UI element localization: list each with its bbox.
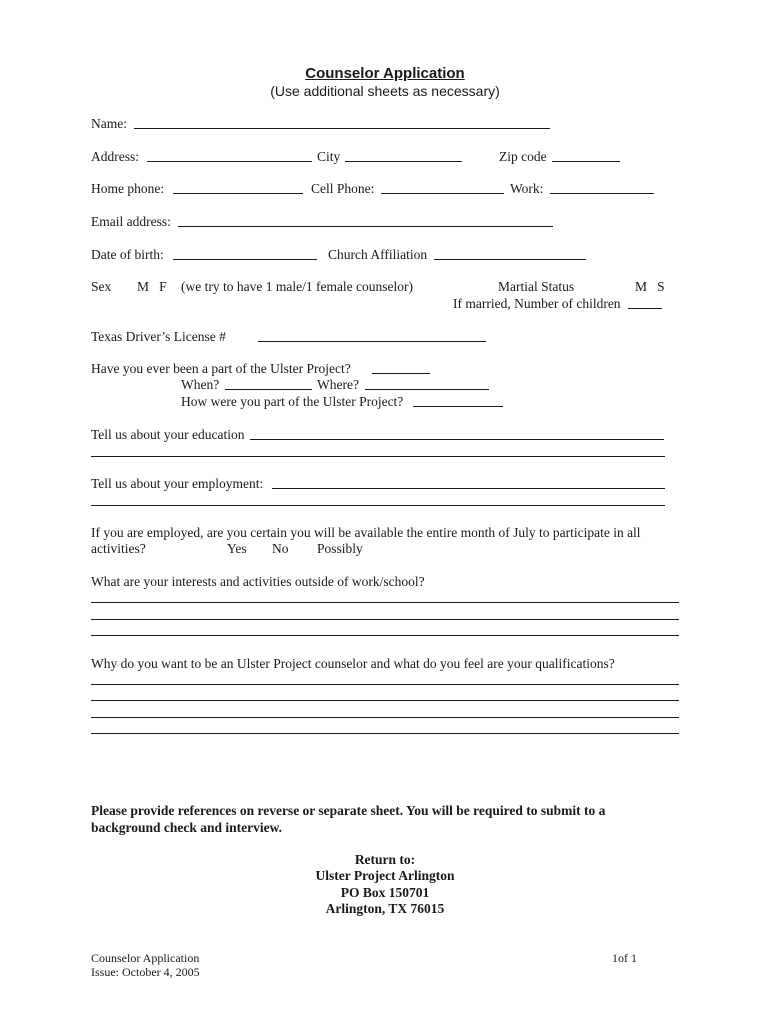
interests-field-3[interactable] xyxy=(91,635,679,636)
name-label: Name: xyxy=(91,116,127,131)
education-label: Tell us about your education xyxy=(91,427,245,442)
interests-field-1[interactable] xyxy=(91,602,679,603)
city-field[interactable] xyxy=(345,161,462,162)
why-field-1[interactable] xyxy=(91,684,679,685)
marital-label: Martial Status xyxy=(498,279,575,294)
return-label: Return to: xyxy=(354,852,416,867)
ulster-part-field[interactable] xyxy=(372,373,430,374)
cell-phone-label: Cell Phone: xyxy=(311,181,375,196)
how-label: How were you part of the Ulster Project? xyxy=(181,394,404,409)
page-subtitle: (Use additional sheets as necessary) xyxy=(270,83,500,99)
when-field[interactable] xyxy=(225,389,312,390)
no-option[interactable]: No xyxy=(272,541,289,556)
employment-label: Tell us about your employment: xyxy=(91,476,264,491)
email-label: Email address: xyxy=(91,214,171,229)
where-field[interactable] xyxy=(365,389,489,390)
home-phone-field[interactable] xyxy=(173,193,303,194)
activities-label: activities? xyxy=(91,541,146,556)
work-label: Work: xyxy=(510,181,544,196)
children-field[interactable] xyxy=(628,308,662,309)
return-city: Arlington, TX 76015 xyxy=(325,901,445,916)
dob-label: Date of birth: xyxy=(91,247,164,262)
marital-options[interactable]: M S xyxy=(635,279,665,294)
address-label: Address: xyxy=(91,149,139,164)
license-label: Texas Driver’s License # xyxy=(91,329,226,344)
interests-field-2[interactable] xyxy=(91,619,679,620)
why-label: Why do you want to be an Ulster Project counselor and what do you feel are your qualifications? xyxy=(91,656,615,671)
notice-line-2: background check and interview. xyxy=(91,820,283,835)
why-field-2[interactable] xyxy=(91,700,679,701)
home-phone-label: Home phone: xyxy=(91,181,165,196)
sex-options[interactable]: M F xyxy=(137,279,167,294)
sex-label: Sex xyxy=(91,279,112,294)
footer-issue-date: Issue: October 4, 2005 xyxy=(91,965,200,979)
footer-page-number: 1of 1 xyxy=(612,951,637,965)
work-field[interactable] xyxy=(550,193,654,194)
church-label: Church Affiliation xyxy=(328,247,428,262)
children-label: If married, Number of children xyxy=(453,296,621,311)
how-field[interactable] xyxy=(413,406,503,407)
july-question: If you are employed, are you certain you will be available the entire month of July to participate in all xyxy=(91,525,641,540)
page-title: Counselor Application xyxy=(305,65,465,82)
zip-label: Zip code xyxy=(499,149,547,164)
notice-line-1: Please provide references on reverse or separate sheet. You will be required to submit to a xyxy=(91,803,606,818)
ulster-part-label: Have you ever been a part of the Ulster Project? xyxy=(91,361,351,376)
license-field[interactable] xyxy=(258,341,486,342)
address-field[interactable] xyxy=(147,161,312,162)
sex-note: (we try to have 1 male/1 female counselor) xyxy=(181,279,414,294)
employment-field-2[interactable] xyxy=(91,505,665,506)
zip-field[interactable] xyxy=(552,161,620,162)
cell-phone-field[interactable] xyxy=(381,193,504,194)
dob-field[interactable] xyxy=(173,259,317,260)
interests-label: What are your interests and activities outside of work/school? xyxy=(91,574,425,589)
education-field-2[interactable] xyxy=(91,456,665,457)
why-field-3[interactable] xyxy=(91,717,679,718)
church-field[interactable] xyxy=(434,259,586,260)
footer-doc-name: Counselor Application xyxy=(91,951,200,965)
yes-option[interactable]: Yes xyxy=(227,541,247,556)
education-field[interactable] xyxy=(250,439,664,440)
employment-field[interactable] xyxy=(272,488,665,489)
return-box: PO Box 150701 xyxy=(340,885,430,900)
name-field[interactable] xyxy=(134,128,550,129)
city-label: City xyxy=(317,149,341,164)
where-label: Where? xyxy=(317,377,359,392)
when-label: When? xyxy=(181,377,220,392)
possibly-option[interactable]: Possibly xyxy=(317,541,363,556)
return-org: Ulster Project Arlington xyxy=(315,868,455,883)
why-field-4[interactable] xyxy=(91,733,679,734)
email-field[interactable] xyxy=(178,226,553,227)
